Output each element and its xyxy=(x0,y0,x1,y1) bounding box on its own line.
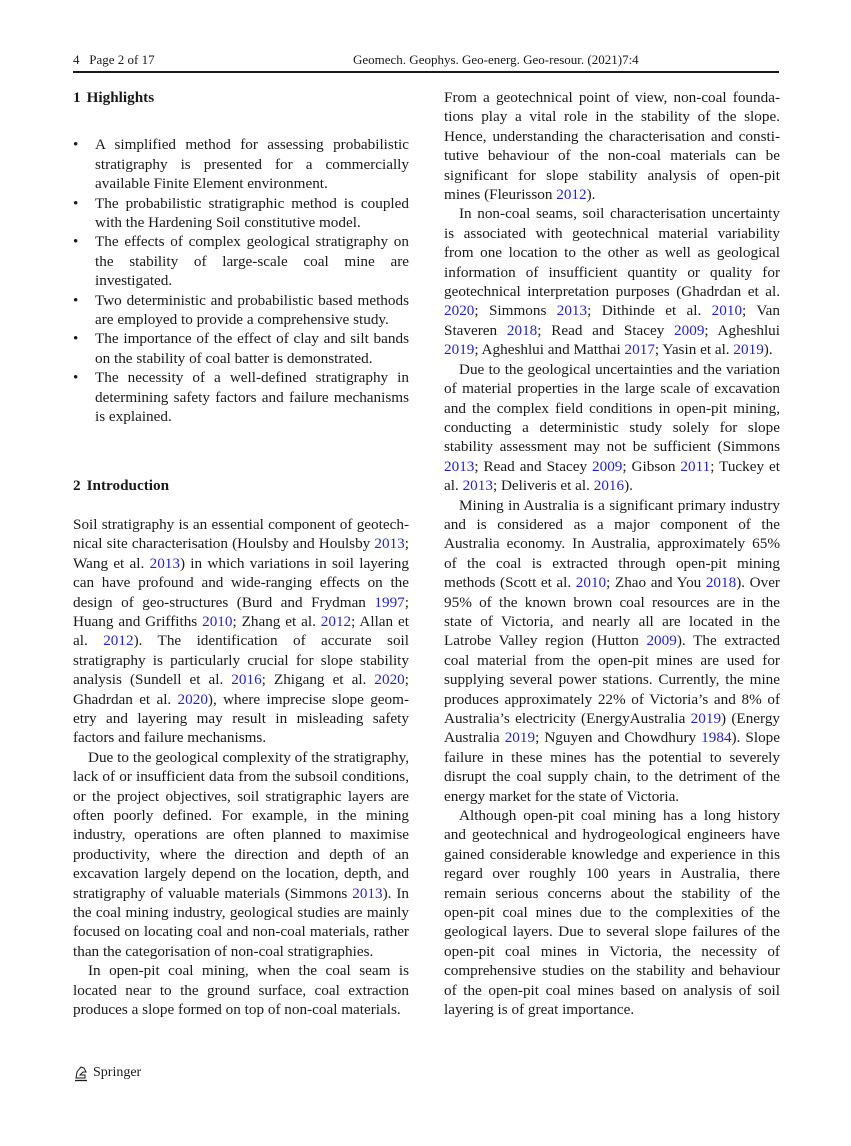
paragraph-text: In open-pit coal mining, when the coal seam is located near to the ground surface, coal extraction produces a slope formed on top of non-coal materials. xyxy=(73,962,409,1019)
citation-link[interactable]: 2020 xyxy=(444,302,475,320)
body-paragraph xyxy=(444,88,780,204)
citation-link[interactable]: 2013 xyxy=(444,457,475,475)
citation-link[interactable]: 2019 xyxy=(733,341,764,359)
paragraph-text: ). In the coal mining industry, geological studies are mainly focused on locating coal and non-coal materials, rather than the categorisation of non-coal stratigraphies. xyxy=(73,884,409,960)
paragraph-text: ). xyxy=(624,477,633,495)
bullet-icon: • xyxy=(73,194,79,212)
left-column xyxy=(73,88,409,1019)
highlight-text: Two deterministic and probabilistic based methods are employed to provide a comprehensive study. xyxy=(95,291,409,329)
citation-link[interactable]: 2013 xyxy=(556,302,588,320)
citation-link[interactable]: 2009 xyxy=(592,457,623,475)
introduction-heading xyxy=(73,476,409,495)
citation-link[interactable]: 2010 xyxy=(202,612,233,630)
citation-link[interactable]: 2020 xyxy=(177,690,208,708)
citation-link[interactable]: 2016 xyxy=(231,671,262,689)
citation-link[interactable]: 2016 xyxy=(593,477,625,495)
citation-link[interactable]: 1997 xyxy=(374,593,405,611)
paragraph-text: ). xyxy=(763,341,773,359)
section-number: 1 xyxy=(73,89,81,106)
paragraph-text: ; Zhang et al. xyxy=(232,612,321,630)
section-number: 2 xyxy=(73,476,81,494)
paragraph-text: ). The identification of accurate soil stratigraphy is particularly crucial for slope stability analysis (Sundell et al. xyxy=(73,632,409,689)
highlight-item xyxy=(73,329,409,368)
body-paragraph xyxy=(73,748,409,961)
paragraph-text: ). xyxy=(586,186,596,204)
citation-link[interactable]: 2019 xyxy=(444,341,475,359)
paragraph-text: Soil stratigraphy is an essential component of geotechnical site characterisation (Houlsby and Houlsby xyxy=(73,515,409,553)
body-paragraph xyxy=(73,961,409,1019)
publisher-name: Springer xyxy=(93,1065,142,1080)
paragraph-text: ; Yasin et al. xyxy=(654,341,734,359)
paragraph-text: ), where imprecise slope geometry and layering may result in misleading safety factors and failure mechanisms. xyxy=(73,690,409,747)
paragraph-text: ; Ghadrdan et al. xyxy=(73,671,409,708)
header-rule xyxy=(73,71,779,73)
citation-link[interactable]: 2009 xyxy=(646,632,677,650)
citation-link[interactable]: 2019 xyxy=(690,710,722,727)
citation-link[interactable]: 2013 xyxy=(374,535,405,553)
highlight-item xyxy=(73,291,409,330)
body-paragraph xyxy=(444,360,780,496)
section-title: Highlights xyxy=(86,89,155,106)
highlight-text: The probabilistic stratigraphic method is coupled with the Hardening Soil constitutive model. xyxy=(95,194,409,232)
citation-link[interactable]: 2012 xyxy=(556,186,587,204)
highlight-item xyxy=(73,232,409,290)
paragraph-text: ; Read and Stacey xyxy=(474,457,592,475)
citation-link[interactable]: 2009 xyxy=(674,321,705,339)
paragraph-text: ; Agheshlui and Matthai xyxy=(474,341,625,359)
highlight-item xyxy=(73,368,409,426)
paragraph-text: ; Read and Stacey xyxy=(537,321,675,339)
paragraph-text: ; Wang et al. xyxy=(73,535,409,572)
body-paragraph xyxy=(73,515,409,748)
bullet-icon: • xyxy=(73,233,79,251)
highlight-item xyxy=(73,194,409,233)
bullet-icon: • xyxy=(73,330,79,348)
paragraph-text: ; Gibson xyxy=(622,457,681,475)
paragraph-text: ) (Energy Australia xyxy=(444,710,781,747)
paragraph-text: Due to the geological complexity of the stratigraphy, lack of or insufficient data from the subsoil conditions, or the project objectives, soil stratigraphic layers are often poorly defined. For example, in the mining industry, operations are often planned to maximise productivity, where the direction and depth of an excavation largely depend on the location, depth, and stratigraphy of valuable materials (Simmons xyxy=(73,748,409,902)
highlight-text: The effects of complex geological stratigraphy on the stability of large-scale coal mine are investigated. xyxy=(95,233,409,290)
section-title: Introduction xyxy=(86,476,170,494)
highlights-heading xyxy=(73,88,409,107)
highlight-text: A simplified method for assessing probabilistic stratigraphy is presented for a commercially available Finite Element environment. xyxy=(95,136,409,193)
bullet-icon: • xyxy=(73,291,79,309)
citation-link[interactable]: 2017 xyxy=(624,341,655,359)
journal-citation: Geomech. Geophys. Geo-energ. Geo-resour. (2021)7:4 xyxy=(353,52,639,67)
citation-link[interactable]: 2019 xyxy=(504,729,536,747)
paragraph-text: ; Allan et al. xyxy=(73,612,409,650)
running-header xyxy=(73,51,779,71)
introduction-body-right xyxy=(444,88,780,1020)
highlight-text: The importance of the effect of clay and silt bands on the stability of coal batter is demonstrated. xyxy=(95,330,409,367)
paragraph-text: ). Slope failure in these mines has the potential to severely disrupt the coal supply chain, to the detriment of the energy market for the state of Victoria. xyxy=(444,729,781,805)
citation-link[interactable]: 2012 xyxy=(320,612,352,630)
paragraph-text: ; Tuckey et al. xyxy=(444,457,780,495)
citation-link[interactable]: 2010 xyxy=(711,302,743,320)
citation-link[interactable]: 2013 xyxy=(462,477,493,495)
citation-link[interactable]: 2012 xyxy=(103,632,134,650)
body-paragraph xyxy=(444,496,780,807)
paragraph-text: ). Over 95% of the known brown coal resources are in the state of Victoria, and nearly all are located in the Latrobe Valley region (Hutton xyxy=(444,574,780,650)
paragraph-text: ; Huang and Griffiths xyxy=(73,593,409,630)
springer-chess-knight-icon xyxy=(73,1064,89,1082)
citation-link[interactable]: 2018 xyxy=(705,574,737,592)
highlight-item xyxy=(73,135,409,193)
paragraph-text: Due to the geological uncertainties and the variation of material properties in the large scale of excavation and the complex field conditions in open-pit mining, conducting a deterministic study solely for slope stability assessment may not be sufficient (Simmons xyxy=(444,360,780,456)
citation-link[interactable]: 1984 xyxy=(701,729,732,747)
citation-link[interactable]: 2010 xyxy=(575,574,607,592)
introduction-body-left xyxy=(73,515,409,1020)
paragraph-text: ; Van Staveren xyxy=(444,302,780,339)
paragraph-text: In non-coal seams, soil characterisation uncertainty is associated with geotechnical material variability from one location to the other as well as geological information of insufficient quantity or quality for geotechnical interpretation purposes (Ghadrdan et al. xyxy=(444,205,780,301)
body-paragraph xyxy=(444,204,780,359)
paragraph-text: ). The extracted coal material from the open-pit mines are used for supplying several power stations. Currently, the mine produces approximately 22% of Victoria’s and 8% of Australia’s electricity (EnergyAustralia xyxy=(444,632,780,727)
publisher-footer xyxy=(73,1064,141,1082)
paragraph-text: ; Nguyen and Chowdhury xyxy=(535,729,702,747)
paragraph-text: ; Agheshlui xyxy=(704,321,780,339)
citation-link[interactable]: 2013 xyxy=(352,884,383,902)
right-column xyxy=(444,88,780,1020)
paragraph-text: ; Zhigang et al. xyxy=(261,671,375,689)
page-number: 4 Page 2 of 17 xyxy=(73,52,155,67)
paragraph-text: ; Deliveris et al. xyxy=(492,477,594,495)
paragraph-text: ) in which variations in soil layering can have profound and wide-ranging effects on the design of geo-structures (Burd and Frydman xyxy=(73,554,409,611)
highlights-list xyxy=(73,135,409,426)
bullet-icon: • xyxy=(73,136,79,154)
paragraph-text: Although open-pit coal mining has a long history and geotechnical and hydrogeological engineers have gained considerable knowledge and experience in this regard over roughly 100 years in Australia, there remain serious concerns about the stability of the open-pit coal mines due to the complexities of the geological layers. Due to several slope failures of the open-pit coal mines in Victoria, the necessity of comprehensive studies on the stability and behaviour of the open-pit coal mines based on analysis of soil layering is of great importance. xyxy=(444,807,780,1019)
paragraph-text: ; Simmons xyxy=(474,302,557,320)
body-paragraph xyxy=(444,806,780,1019)
citation-link[interactable]: 2020 xyxy=(374,671,405,689)
paragraph-text: ; Dithinde et al. xyxy=(587,302,712,320)
citation-link[interactable]: 2011 xyxy=(680,457,711,475)
citation-link[interactable]: 2013 xyxy=(149,554,180,572)
bullet-icon: • xyxy=(73,369,79,387)
paragraph-text: From a geotechnical point of view, non-coal foundations play a vital role in the stability of the slope. Hence, understanding the characterisation and constitutive behaviour of the non-coal materials can be significant for slope stability analysis of open-pit mines (Fleurisson xyxy=(444,89,780,204)
highlight-text: The necessity of a well-defined stratigraphy in determining safety factors and failure mechanisms is explained. xyxy=(95,369,409,426)
paragraph-text: Mining in Australia is a significant primary industry and is considered as a major component of the Australia economy. In Australia, approximately 65% of the coal is extracted through open-pit mining methods (Scott et al. xyxy=(444,496,780,592)
paragraph-text: ; Zhao and You xyxy=(606,574,706,592)
citation-link[interactable]: 2018 xyxy=(506,321,538,339)
